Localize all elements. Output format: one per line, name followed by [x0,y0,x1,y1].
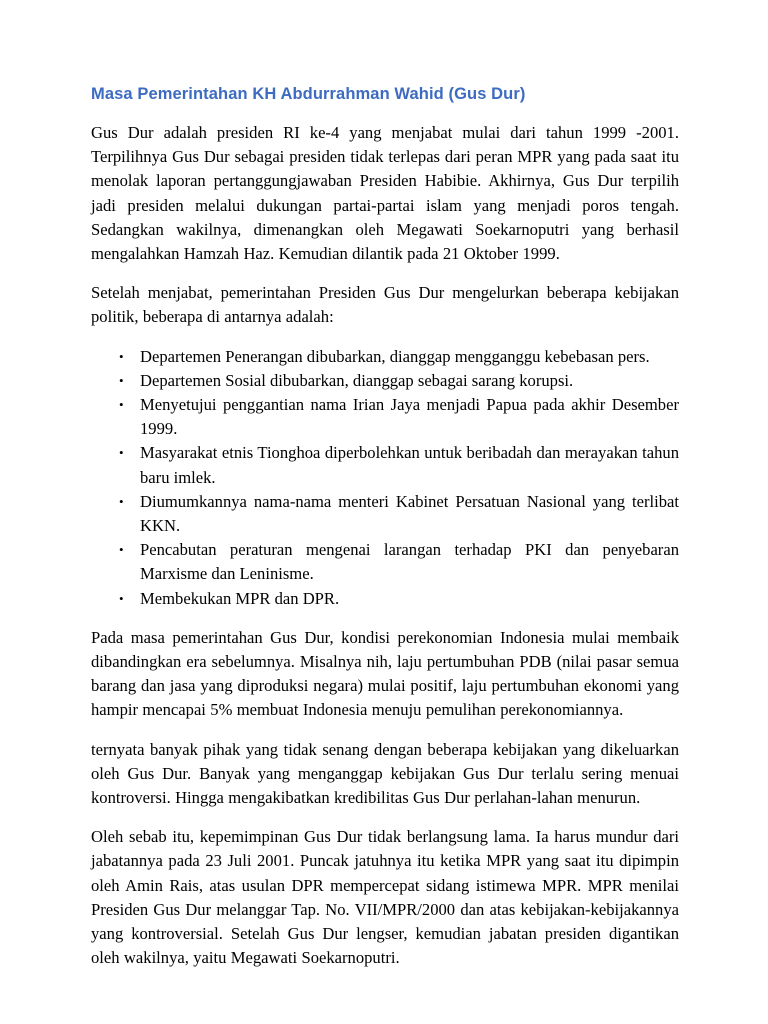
list-item [91,369,679,393]
list-item [91,587,679,611]
paragraph-intro: Gus Dur adalah presiden RI ke-4 yang menjabat mulai dari tahun 1999 -2001. Terpilihnya Gus Dur sebagai presiden tidak terlepas dari peran MPR yang pada saat itu menolak laporan pertanggungjawaban Presiden Habibie. Akhirnya, Gus Dur terpilih jadi presiden melalui dukungan partai-partai islam yang menjadi poros tengah. Sedangkan wakilnya, dimenangkan oleh Megawati Soekarnoputri yang berhasil mengalahkan Hamzah Haz. Kemudian dilantik pada 21 Oktober 1999. [91,123,679,264]
list-item-label: Membekukan MPR dan DPR. [140,588,340,608]
list-item-label: Departemen Sosial dibubarkan, dianggap sebagai sarang korupsi. [140,370,574,390]
paragraph-list-intro: Setelah menjabat, pemerintahan Presiden Gus Dur mengelurkan beberapa kebijakan politik, beberapa di antarnya adalah: [91,283,679,327]
paragraph-economy: Pada masa pemerintahan Gus Dur, kondisi perekonomian Indonesia mulai membaik dibandingkan era sebelumnya. Misalnya nih, laju pertumbuhan PDB (nilai pasar semua barang dan jasa yang diproduksi negara) mulai positif, laju pertumbuhan ekonomi yang hampir mencapai 5% membuat Indonesia menuju pemulihan perekonomiannya. [91,627,679,720]
list-item-label: Diumumkannya nama-nama menteri Kabinet Persatuan Nasional yang terlibat KKN. [140,491,679,536]
bullet-icon: • [119,348,124,364]
list-item-label: Departemen Penerangan dibubarkan, dianggap mengganggu kebebasan pers. [140,346,650,366]
list-item [91,538,679,586]
paragraph-controversy: ternyata banyak pihak yang tidak senang dengan beberapa kebijakan yang dikeluarkan oleh Gus Dur. Banyak yang menganggap kebijakan Gus Dur terlalu sering menuai kontroversi. Hingga mengakibatkan kredibilitas Gus Dur perlahan-lahan menurun. [91,739,679,808]
bullet-icon: • [119,590,124,606]
list-item [91,393,679,441]
list-item [91,441,679,489]
bullet-icon: • [119,445,124,461]
list-item-label: Masyarakat etnis Tionghoa diperbolehkan untuk beribadah dan merayakan tahun baru imlek. [140,443,679,487]
bullet-icon: • [119,372,124,388]
bullet-icon: • [119,542,124,558]
paragraph-downfall: Oleh sebab itu, kepemimpinan Gus Dur tidak berlangsung lama. Ia harus mundur dari jabatannya pada 23 Juli 2001. Puncak jatuhnya itu ketika MPR yang saat itu dipimpin oleh Amin Rais, atas usulan DPR mempercepat sidang istimewa MPR. MPR menilai Presiden Gus Dur melanggar Tap. No. VII/MPR/2000 dan atas kebijakan-kebijakannya yang kontroversial. Setelah Gus Dur lengser, kemudian jabatan presiden digantikan oleh wakilnya, yaitu Megawati Soekarnoputri. [91,827,679,968]
page-title: Masa Pemerintahan KH Abdurrahman Wahid (Gus Dur) [91,85,526,103]
list-item-label: Menyetujui penggantian nama Irian Jaya menjadi Papua pada akhir Desember 1999. [140,395,679,439]
list-item [91,345,679,369]
policy-list [91,345,679,611]
bullet-icon: • [119,397,124,413]
list-item-label: Pencabutan peraturan mengenai larangan terhadap PKI dan penyebaran Marxisme dan Leninisme. [140,540,679,584]
document-body [91,83,679,971]
list-item [91,490,679,538]
bullet-icon: • [119,493,124,509]
